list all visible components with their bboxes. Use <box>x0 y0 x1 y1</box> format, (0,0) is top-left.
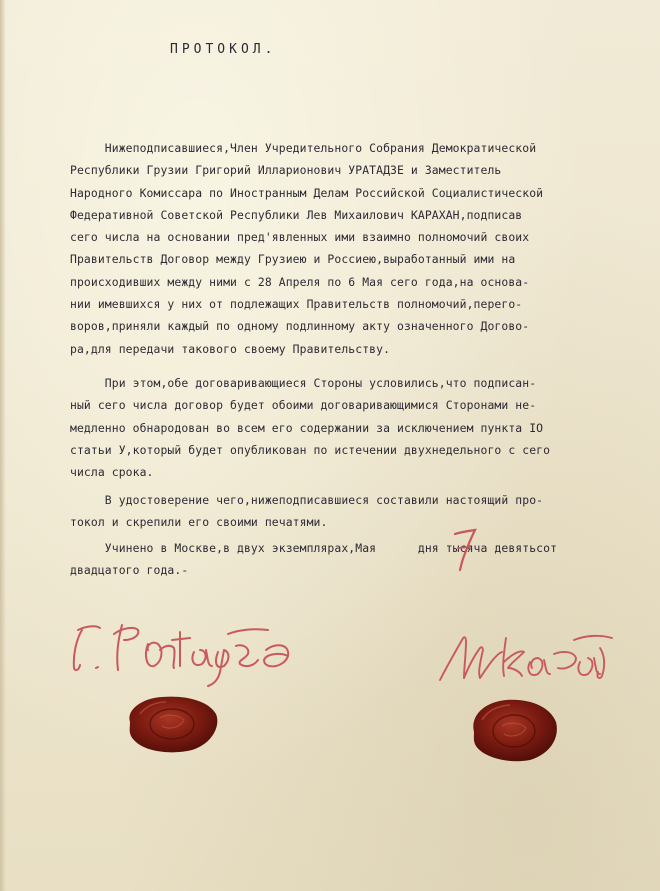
text-line: Нижеподписавшиеся,Член Учредительного Собрания Демократической <box>70 141 537 155</box>
text-line: Республики Грузии Григорий Илларионович УРАТАДЗЕ и Заместитель <box>70 163 502 178</box>
text-line: Народного Комиссара по Иностранным Делам Российской Социалистической <box>70 185 544 200</box>
text-line: ра,для передачи такового своему Правительству. <box>70 341 391 356</box>
text-line: токол и скрепили его своими печатями. <box>70 515 328 530</box>
signature-karakhan <box>434 618 624 698</box>
text-line: При этом,обе договаривающиеся Стороны условились,что подписан- <box>70 376 537 390</box>
text-line: двадцатого года.- <box>70 563 189 578</box>
handwritten-date-number <box>452 526 478 572</box>
text-line: медленно обнародован во всем его содержании за исключением пункта IO <box>70 420 544 435</box>
paragraph-3 <box>70 489 660 534</box>
wax-seal-right <box>468 696 560 764</box>
wax-seal-left <box>122 692 222 756</box>
text-line: числа срока. <box>70 465 154 480</box>
paragraph-1 <box>70 137 660 360</box>
text-line: сего числа на основании пред'явленных ими взаимно полномочий своих <box>70 230 530 245</box>
text-line: воров,приняли каждый по одному подлинному акту означенного Догово- <box>70 319 530 334</box>
text-line: происходивших между ними с 28 Апреля по 6 Мая сего года,на основа- <box>70 274 530 289</box>
text-line: ный сего числа договор будет обоими договаривающимися Сторонами не- <box>70 398 537 413</box>
text-line: нии имевшихся у них от подлежащих Правительств полномочий,перего- <box>70 297 523 312</box>
document-title: ПРОТОКОЛ. <box>170 42 277 57</box>
text-line: Федеративной Советской Республики Лев Михаилович КАРАХАН,подписав <box>70 207 523 222</box>
signature-uratadze <box>68 610 308 690</box>
text-line: Правительств Договор между Грузиею и Россиею,выработанный ими на <box>70 252 516 267</box>
paragraph-2 <box>70 372 660 483</box>
page-edge-shadow <box>0 0 6 891</box>
text-line: Учинено в Москве,в двух экземплярах,Мая дня тысяча девятьсот <box>70 541 558 555</box>
text-line: В удостоверение чего,нижеподписавшиеся составили настоящий про- <box>70 493 544 507</box>
text-line: статьи У,который будет опубликован по истечении двухнедельного с сего <box>70 442 551 457</box>
paragraph-4 <box>70 537 660 582</box>
